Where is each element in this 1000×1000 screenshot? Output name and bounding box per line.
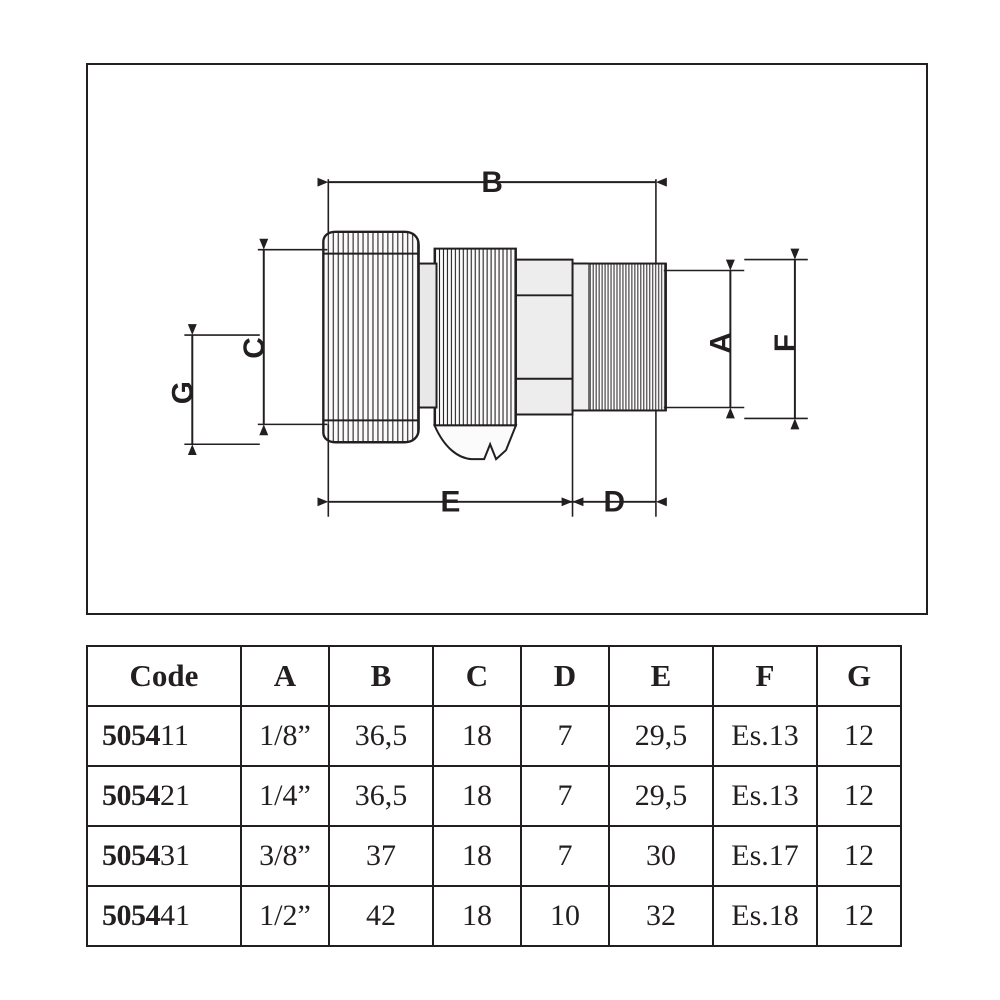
cell-f: Es.13 — [713, 706, 817, 766]
hex-nut — [516, 260, 573, 415]
column-header-c: C — [433, 646, 521, 706]
cell-e: 32 — [609, 886, 713, 946]
dimension-label-D: D — [603, 485, 625, 519]
column-header-code: Code — [87, 646, 241, 706]
cell-b: 36,5 — [329, 766, 433, 826]
code-suffix: 31 — [160, 839, 190, 872]
cell-g: 12 — [817, 706, 901, 766]
column-header-a: A — [241, 646, 329, 706]
dimension-label-E: E — [440, 485, 461, 519]
cell-a: 1/4” — [241, 766, 329, 826]
cell-b: 37 — [329, 826, 433, 886]
table-header-row — [87, 646, 901, 706]
specification-table — [86, 645, 902, 947]
dimension-label-B: B — [481, 166, 503, 200]
table-row — [87, 886, 901, 946]
code-prefix: 5054 — [102, 839, 160, 872]
drawing-panel — [86, 63, 928, 615]
cell-g: 12 — [817, 886, 901, 946]
dimension-F — [744, 260, 808, 419]
column-header-e: E — [609, 646, 713, 706]
code-prefix: 5054 — [102, 779, 160, 812]
cell-d: 7 — [521, 826, 609, 886]
cell-code — [87, 706, 241, 766]
cell-code — [87, 886, 241, 946]
code-suffix: 21 — [160, 779, 190, 812]
cell-d: 10 — [521, 886, 609, 946]
dimension-label-A: A — [704, 332, 738, 354]
cell-code — [87, 766, 241, 826]
cell-a: 1/8” — [241, 706, 329, 766]
cell-a: 1/2” — [241, 886, 329, 946]
cell-b: 42 — [329, 886, 433, 946]
code-prefix: 5054 — [102, 899, 160, 932]
cell-d: 7 — [521, 706, 609, 766]
table-row — [87, 706, 901, 766]
cell-e: 29,5 — [609, 706, 713, 766]
cell-g: 12 — [817, 826, 901, 886]
cell-c: 18 — [433, 886, 521, 946]
column-header-b: B — [329, 646, 433, 706]
product-technical-drawing — [88, 65, 926, 613]
dimension-label-C: C — [237, 337, 271, 359]
threaded-nipple — [573, 264, 666, 411]
cell-e: 30 — [609, 826, 713, 886]
cell-f: Es.17 — [713, 826, 817, 886]
column-header-g: G — [817, 646, 901, 706]
code-suffix: 11 — [160, 719, 189, 752]
cell-f: Es.13 — [713, 766, 817, 826]
coupling-body — [323, 232, 666, 459]
cell-d: 7 — [521, 766, 609, 826]
cell-c: 18 — [433, 766, 521, 826]
cell-code — [87, 826, 241, 886]
cell-c: 18 — [433, 826, 521, 886]
dimension-label-F: F — [768, 333, 802, 353]
cell-e: 29,5 — [609, 766, 713, 826]
dimension-A — [664, 271, 744, 408]
column-header-d: D — [521, 646, 609, 706]
code-suffix: 41 — [160, 899, 190, 932]
table-row — [87, 766, 901, 826]
code-prefix: 5054 — [102, 719, 160, 752]
cell-f: Es.18 — [713, 886, 817, 946]
knurled-sleeve — [435, 249, 516, 459]
dimension-D — [573, 410, 656, 518]
cell-c: 18 — [433, 706, 521, 766]
column-header-f: F — [713, 646, 817, 706]
cell-a: 3/8” — [241, 826, 329, 886]
dimension-label-G: G — [166, 381, 200, 405]
cell-g: 12 — [817, 766, 901, 826]
table-row — [87, 826, 901, 886]
cell-b: 36,5 — [329, 706, 433, 766]
knurled-cap — [323, 232, 418, 442]
dimension-C — [238, 250, 328, 425]
